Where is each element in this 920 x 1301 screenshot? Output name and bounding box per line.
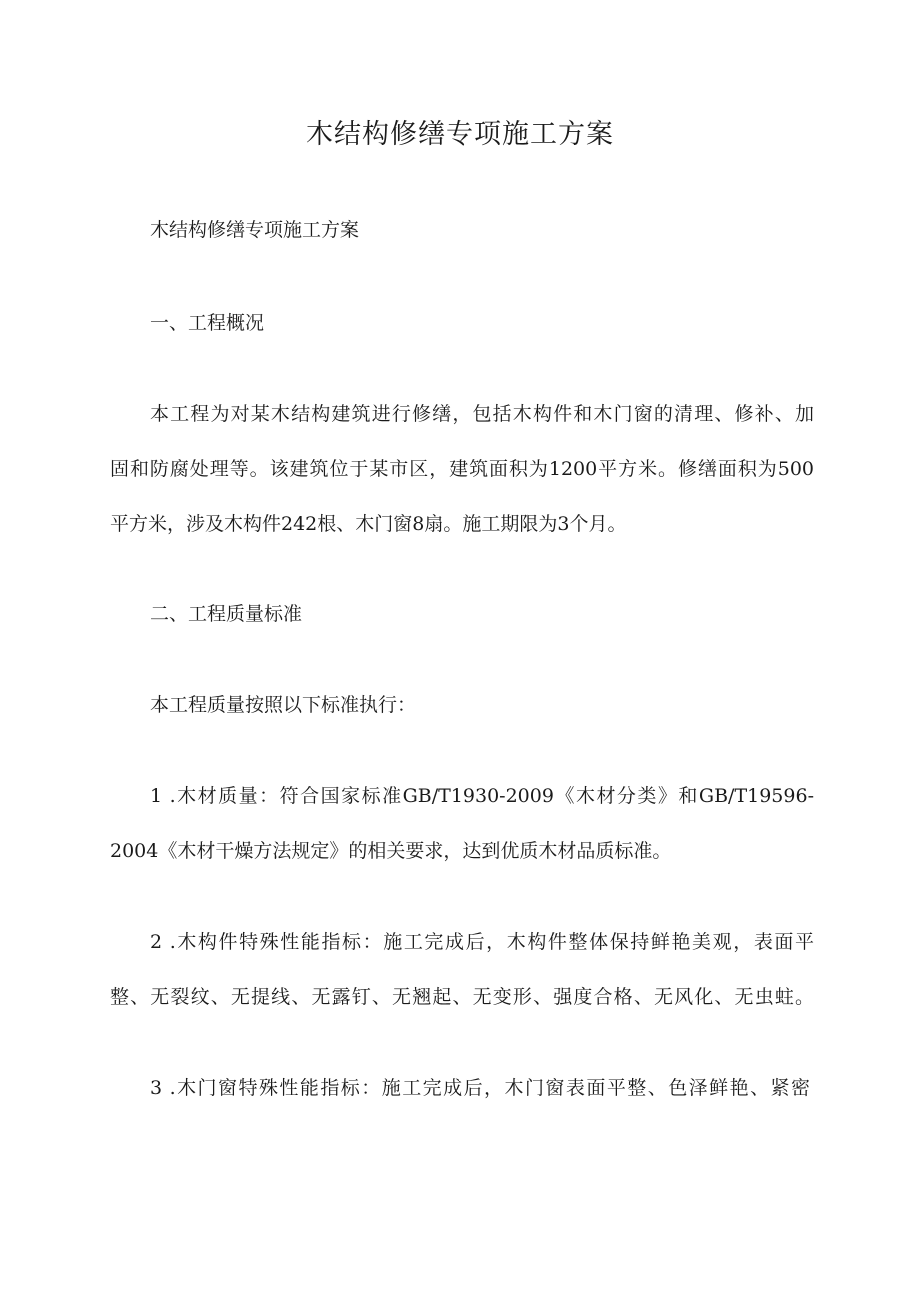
list-item-line: 2 .木构件特殊性能指标：施工完成后，木构件整体保持鲜艳美观，表面平 bbox=[150, 931, 814, 953]
list-item-line: 整、无裂纹、无提线、无露钉、无翘起、无变形、强度合格、无风化、无虫蛀。 bbox=[110, 986, 814, 1008]
paragraph-line: 本工程为对某木结构建筑进行修缮，包括木构件和木门窗的清理、修补、加 bbox=[150, 403, 814, 425]
paragraph-line: 平方米，涉及木构件242根、木门窗8扇。施工期限为3个月。 bbox=[110, 513, 627, 535]
list-item-line: 2004《木材干燥方法规定》的相关要求，达到优质木材品质标准。 bbox=[110, 840, 672, 862]
subtitle-line: 木结构修缮专项施工方案 bbox=[150, 219, 360, 241]
list-item-line: 1 .木材质量：符合国家标准GB/T1930-2009《木材分类》和GB/T19596- bbox=[150, 785, 814, 807]
section-heading-quality: 二、工程质量标准 bbox=[150, 603, 303, 625]
paragraph-line: 固和防腐处理等。该建筑位于某市区，建筑面积为1200平方米。修缮面积为500 bbox=[110, 458, 814, 480]
list-item-line: 3 .木门窗特殊性能指标：施工完成后，木门窗表面平整、色泽鲜艳、紧密 bbox=[150, 1077, 810, 1099]
paragraph-line: 本工程质量按照以下标准执行： bbox=[150, 694, 417, 716]
document-title: 木结构修缮专项施工方案 bbox=[306, 119, 614, 150]
section-heading-overview: 一、工程概况 bbox=[150, 312, 265, 334]
